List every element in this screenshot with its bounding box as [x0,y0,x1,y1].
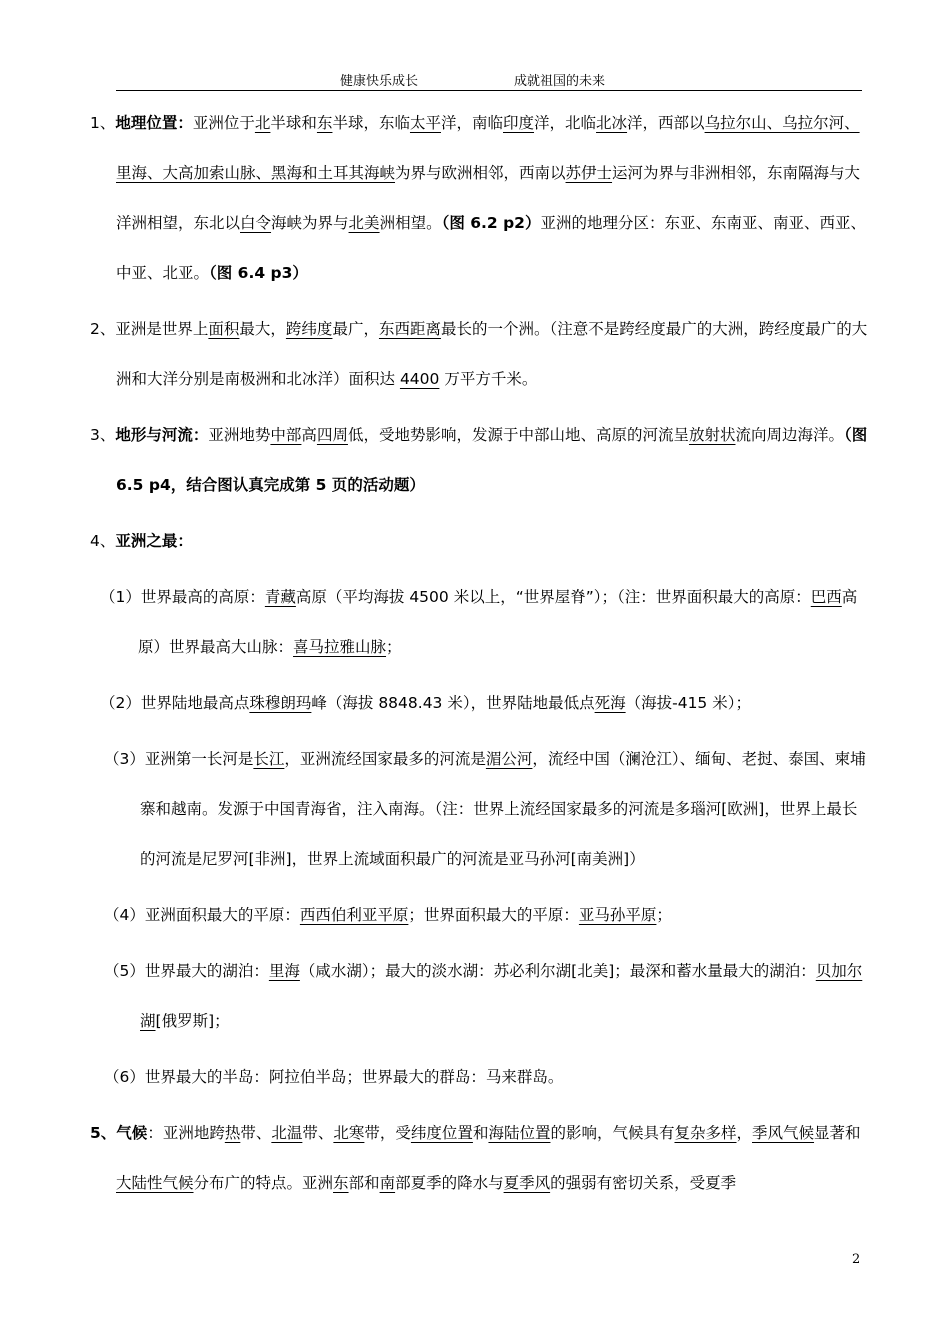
text: 万平方千米。 [439,370,538,388]
key-term: 珠穆朗玛 [249,694,312,712]
paragraph-climate [90,1108,870,1208]
text: （6）世界最大的半岛：阿拉伯半岛；世界最大的群岛：马来群岛。 [104,1068,564,1086]
text: 的影响，气候具有 [550,1124,675,1142]
header-left: 健康快乐成长 [340,74,419,89]
header-right: 成就祖国的未来 [514,74,606,89]
key-term: 跨纬度 [285,320,333,338]
item-number: 1、 [90,114,116,132]
item-number: 2、 [90,320,116,338]
text: 显著和 [814,1124,861,1142]
section-title: 地理位置： [115,114,193,132]
text: 低，受地势影响，发源于中部山地、高原的河流呈 [347,426,689,444]
key-term: 喜马拉雅山脉 [293,638,387,656]
paragraph-geography-location [90,98,870,298]
text: 洋，北临 [534,114,597,132]
page-header [116,68,862,91]
text: 洋，南临 [440,114,503,132]
key-term: 4400 [399,370,440,388]
text: ； [386,638,402,656]
text: 洲相望。 [379,214,442,232]
text: 亚洲位于 [192,114,255,132]
key-term: 西西伯利亚平原 [299,906,409,924]
key-term: 夏季风 [503,1174,551,1192]
text: 最广， [332,320,379,338]
key-term: 贝加尔湖 [140,962,863,1030]
paragraph-area [90,304,870,404]
key-term: 中部 [270,426,302,444]
figure-reference: （图 6.4 p3） [209,264,308,282]
item-number: 3、 [90,426,116,444]
text: （5）世界最大的湖泊： [104,962,269,980]
text: 带、 [302,1124,334,1142]
key-term: 北 [254,114,271,132]
key-term: 北寒 [333,1124,365,1142]
text: 的强弱有密切关系，受夏季 [550,1174,737,1192]
text: 运河为界与非洲相邻，东南隔海与大洋洲相望，东北以 [116,164,861,232]
key-term: 亚马孙平原 [578,906,657,924]
text: 半球，东临 [332,114,410,132]
record-item-3 [90,734,870,884]
key-term: 乌拉尔山、乌拉尔河、里海、大高加索山脉、黑海和土耳其海峡 [116,114,860,182]
text: ，流经中国（澜沧江）、缅甸、老挝、泰国、柬埔寨和越南。发源于中国青海省，注入南海。（注：世界上流经国家最多的河流是多瑙河[欧洲]，世界上最长的河流是尼罗河[非洲]，世界上流域面积最广的河流是亚马孙河[南美洲]） [140,750,866,868]
text: （3）亚洲第一长河是 [104,750,254,768]
key-term: 印度 [503,114,535,132]
key-term: 白令 [240,214,272,232]
key-term: 面积 [208,320,240,338]
text: （2）世界陆地最高点 [100,694,250,712]
key-term: 纬度位置 [410,1124,473,1142]
text: ； [656,906,672,924]
key-term: 北冰 [596,114,628,132]
text: 分布广的特点。亚洲 [193,1174,334,1192]
section-title: 地形与河流： [115,426,209,444]
text: （海拔-415 米）； [625,694,751,712]
key-term: 北美 [348,214,380,232]
key-term: 巴西 [810,588,842,606]
text: ：亚洲地跨 [147,1124,225,1142]
document-body [90,98,870,1208]
text: 海峡为界与 [271,214,349,232]
figure-reference: （图 6.5 p4，结合图认真完成第 5 页的活动题） [116,426,868,494]
key-term: 东西距离 [378,320,441,338]
text: 和 [472,1124,489,1142]
text: 最大， [239,320,286,338]
text: 高 [301,426,317,444]
paragraph-terrain-rivers [90,410,870,510]
key-term: 太平 [409,114,441,132]
text: ，亚洲流经国家最多的河流是 [284,750,486,768]
record-item-1 [90,572,870,672]
text: 峰（海拔 8848.43 米），世界陆地最低点 [311,694,595,712]
key-term: 苏伊士 [565,164,613,182]
key-term: 南 [379,1174,396,1192]
key-term: 里海 [268,962,300,980]
text: 部夏季的降水与 [395,1174,504,1192]
item-number: 5、 [90,1124,117,1142]
text: 洋，西部以 [627,114,705,132]
text: （4）亚洲面积最大的平原： [104,906,300,924]
text: （咸水湖）；最大的淡水湖：苏必利尔湖[北美]；最深和蓄水量最大的湖泊： [299,962,816,980]
text: 高原（平均海拔 4500 米以上，“世界屋脊”）；（注：世界面积最大的高原： [295,588,811,606]
text: ；世界面积最大的平原： [408,906,579,924]
record-item-5 [90,946,870,1046]
section-title: 气候 [116,1124,148,1142]
key-term: 长江 [253,750,285,768]
key-term: 复杂多样 [674,1124,737,1142]
text: 半球和 [270,114,317,132]
text: 高原）世界最高大山脉： [138,588,858,656]
key-term: 四周 [316,426,348,444]
text: ， [736,1124,753,1142]
key-term: 东 [333,1174,349,1192]
key-term: 东 [316,114,333,132]
text: 带、 [240,1124,272,1142]
text: 为界与欧洲相邻，西南以 [395,164,566,182]
figure-reference: （图 6.2 p2） [441,214,541,232]
key-term: 湄公河 [485,750,533,768]
item-number: 4、 [90,532,116,550]
record-item-2 [90,678,870,728]
record-item-6 [90,1052,870,1102]
key-term: 放射状 [688,426,736,444]
key-term: 季风气候 [752,1124,815,1142]
paragraph-asia-records-heading [90,516,870,566]
key-term: 大陆性气候 [116,1174,194,1192]
key-term: 死海 [594,694,626,712]
key-term: 海陆位置 [488,1124,551,1142]
text: [俄罗斯]； [155,1012,230,1030]
text: 带，受 [364,1124,411,1142]
record-item-4 [90,890,870,940]
text: 部和 [348,1174,380,1192]
key-term: 热 [224,1124,241,1142]
text: 流向周边海洋。 [735,426,844,444]
text: 亚洲是世界上 [115,320,209,338]
key-term: 北温 [271,1124,303,1142]
text: 亚洲地势 [208,426,271,444]
text: 亚洲的地理分区：东亚、东南亚、南亚、西亚、中亚、北亚。 [116,214,866,282]
text: 最长的一个洲。（注意不是跨经度最广的大洲，跨经度最广的大洲和大洋分别是南极洲和北冰洋）面积达 [116,320,868,388]
text: （1）世界最高的高原： [100,588,265,606]
page-number: 2 [852,1252,861,1267]
section-title: 亚洲之最： [115,532,193,550]
key-term: 青藏 [264,588,296,606]
